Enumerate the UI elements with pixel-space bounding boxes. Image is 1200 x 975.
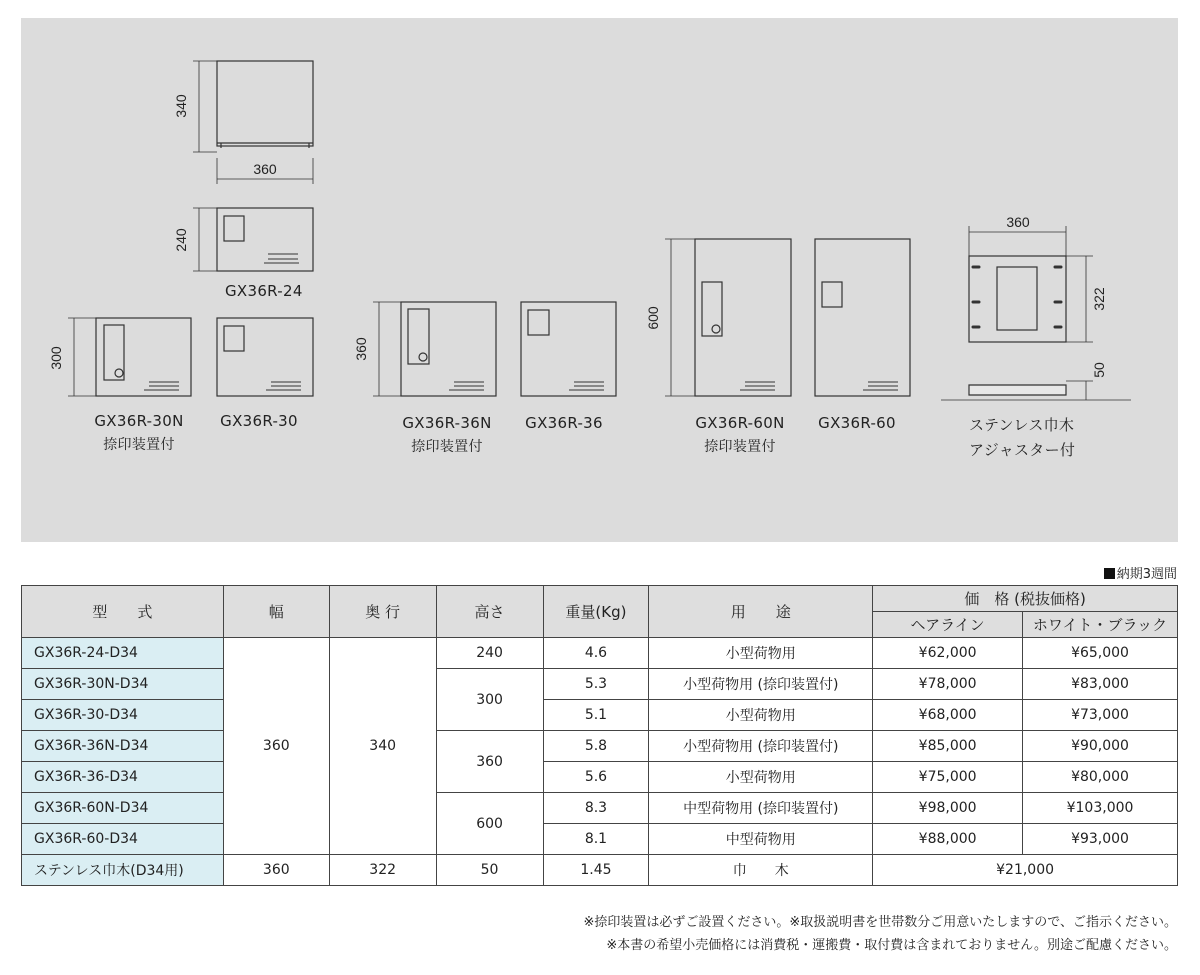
cell-price-white-black: ¥103,000 [1023,793,1178,824]
cell-model: GX36R-60-D34 [22,824,224,855]
th-price-white-black: ホワイト・ブラック [1023,612,1178,638]
cell-depth: 322 [329,855,436,886]
cell-price-hairline: ¥75,000 [873,762,1023,793]
cell-price: ¥21,000 [873,855,1178,886]
th-height: 高さ [436,586,543,638]
cell-model: GX36R-36N-D34 [22,731,224,762]
th-price: 価 格 (税抜価格) [873,586,1178,612]
table-row [22,638,1178,669]
cell-weight: 1.45 [543,855,649,886]
dim-skirt-height: 50 [1091,362,1107,378]
table-row [22,824,1178,855]
label-gx36r-60n-sub: 捺印装置付 [704,439,776,455]
cell-price-white-black: ¥90,000 [1023,731,1178,762]
dim-top-height: 340 [173,94,189,118]
cell-use: 小型荷物用 [649,762,873,793]
dim-height-600: 600 [645,306,661,330]
table-row [22,793,1178,824]
table-row [22,731,1178,762]
cell-weight: 5.1 [543,700,649,731]
square-bullet-icon [1104,568,1115,579]
cell-width: 360 [223,855,329,886]
dim-base-width: 360 [1006,214,1030,230]
label-gx36r-30n-model: GX36R-30N [94,412,184,430]
lead-time-note [1104,563,1177,582]
skirt-side-view [969,385,1066,395]
footnote-2: ※本書の希望小売価格には消費税・運搬費・取付費は含まれておりません。別途ご配慮ください。 [606,938,1177,953]
cell-width: 360 [223,638,329,855]
cell-height: 300 [436,669,543,731]
cell-price-white-black: ¥73,000 [1023,700,1178,731]
cell-model: GX36R-36-D34 [22,762,224,793]
cell-price-hairline: ¥98,000 [873,793,1023,824]
cell-price-white-black: ¥65,000 [1023,638,1178,669]
cell-use: 巾 木 [649,855,873,886]
product-drawing-panel [21,18,1178,542]
cell-model: GX36R-30N-D34 [22,669,224,700]
lead-time-text: 納期3週間 [1116,567,1177,582]
label-gx36r-30: GX36R-30 [220,412,298,430]
cell-weight: 5.6 [543,762,649,793]
cell-model: GX36R-60N-D34 [22,793,224,824]
cell-price-white-black: ¥80,000 [1023,762,1178,793]
cell-model: GX36R-30-D34 [22,700,224,731]
table-row [22,669,1178,700]
cell-height: 600 [436,793,543,855]
dim-height-360: 360 [353,337,369,361]
cell-price-hairline: ¥68,000 [873,700,1023,731]
dimension-drawings [21,18,1178,542]
cell-weight: 5.3 [543,669,649,700]
th-depth: 奥 行 [329,586,436,638]
label-gx36r-36: GX36R-36 [525,414,603,432]
dim-top-width: 360 [253,161,277,177]
cell-model: GX36R-24-D34 [22,638,224,669]
unit-gx36r-24 [217,208,313,271]
cell-price-hairline: ¥62,000 [873,638,1023,669]
cell-weight: 5.8 [543,731,649,762]
cell-height: 240 [436,638,543,669]
table-row [22,700,1178,731]
cell-weight: 4.6 [543,638,649,669]
unit-gx36r-60 [815,239,910,396]
table-row-skirt [22,855,1178,886]
table-row [22,762,1178,793]
cell-use: 小型荷物用 [649,700,873,731]
label-gx36r-24: GX36R-24 [225,282,303,300]
label-gx36r-60n-model: GX36R-60N [695,414,785,432]
cell-depth: 340 [329,638,436,855]
cell-price-hairline: ¥78,000 [873,669,1023,700]
label-skirt-line2: アジャスター付 [969,441,1076,459]
th-price-hairline: ヘアライン [873,612,1023,638]
label-skirt [969,414,1075,460]
th-width: 幅 [223,586,329,638]
th-model: 型 式 [22,586,224,638]
cell-use: 小型荷物用 [649,638,873,669]
cell-price-white-black: ¥83,000 [1023,669,1178,700]
cell-height: 360 [436,731,543,793]
cell-use: 中型荷物用 [649,824,873,855]
label-skirt-line1: ステンレス巾木 [969,416,1075,434]
unit-gx36r-60n [695,239,791,396]
th-use: 用 途 [649,586,873,638]
cell-weight: 8.1 [543,824,649,855]
cell-height: 50 [436,855,543,886]
dim-height-300: 300 [48,346,64,370]
cell-price-hairline: ¥85,000 [873,731,1023,762]
cell-use: 小型荷物用 (捺印装置付) [649,731,873,762]
spec-price-table [21,585,1178,886]
dim-height-240: 240 [173,228,189,252]
label-gx36r-30n [94,412,183,454]
cell-price-white-black: ¥93,000 [1023,824,1178,855]
label-gx36r-36n-sub: 捺印装置付 [411,439,483,455]
cell-weight: 8.3 [543,793,649,824]
cell-use: 小型荷物用 (捺印装置付) [649,669,873,700]
footnote-1: ※捺印装置は必ずご設置ください。※取扱説明書を世帯数分ご用意いたしますので、ご指示ください。 [583,915,1177,930]
cell-price-hairline: ¥88,000 [873,824,1023,855]
label-gx36r-36n [402,414,491,456]
label-gx36r-60: GX36R-60 [818,414,896,432]
label-gx36r-30n-sub: 捺印装置付 [103,437,175,453]
cell-model: ステンレス巾木(D34用) [22,855,224,886]
label-gx36r-60n [695,414,784,456]
dim-base-depth: 322 [1091,287,1107,311]
unit-gx36r-30 [217,318,313,396]
top-view-box [217,61,313,146]
label-gx36r-36n-model: GX36R-36N [402,414,492,432]
th-weight: 重量(Kg) [543,586,649,638]
skirt-top-view [969,256,1066,342]
cell-use: 中型荷物用 (捺印装置付) [649,793,873,824]
unit-gx36r-30n [96,318,191,396]
